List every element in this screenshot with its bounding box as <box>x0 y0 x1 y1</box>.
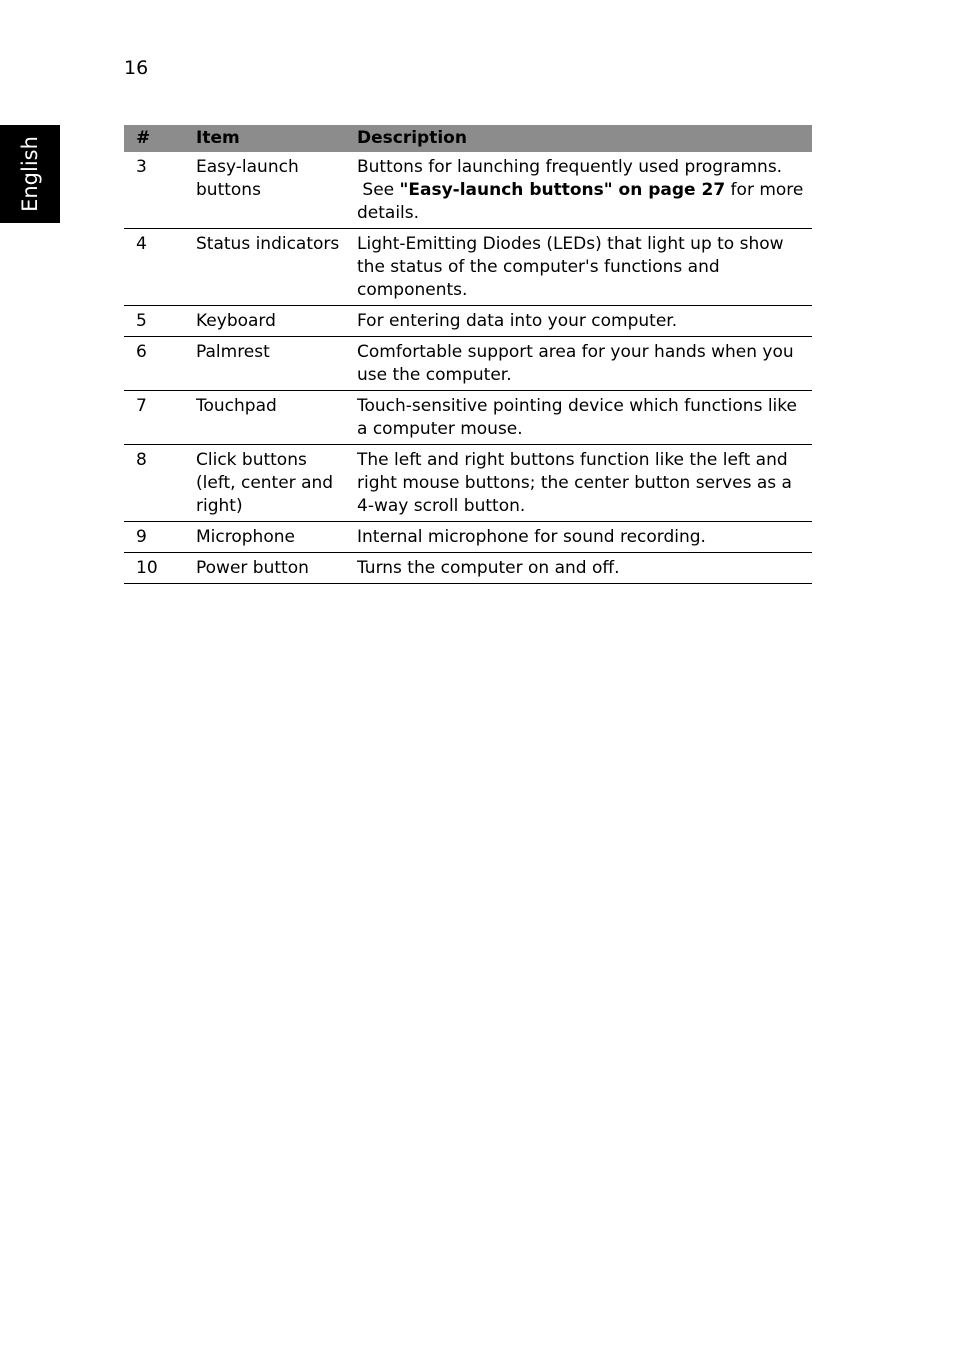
row-description: Light-Emitting Diodes (LEDs) that light up to show the status of the computer's functions and components. <box>346 229 812 306</box>
table-row <box>124 229 812 306</box>
row-description: Internal microphone for sound recording. <box>346 522 812 553</box>
table-row <box>124 306 812 337</box>
row-number: 5 <box>124 306 184 337</box>
row-item: Easy-launch buttons <box>184 152 346 229</box>
description-text: Buttons for launching frequently used programns. <box>357 157 783 177</box>
row-item: Palmrest <box>184 337 346 391</box>
row-number: 8 <box>124 445 184 522</box>
table-row <box>124 522 812 553</box>
table-row <box>124 391 812 445</box>
row-description: The left and right buttons function like the left and right mouse buttons; the center button serves as a 4-way scroll button. <box>346 445 812 522</box>
page-number: 16 <box>124 57 149 79</box>
table-row <box>124 445 812 522</box>
row-number: 3 <box>124 152 184 229</box>
table-row <box>124 337 812 391</box>
row-item: Status indicators <box>184 229 346 306</box>
table-row <box>124 152 812 229</box>
row-number: 6 <box>124 337 184 391</box>
row-item: Power button <box>184 553 346 584</box>
table-header-row <box>124 125 812 152</box>
row-description: Comfortable support area for your hands when you use the computer. <box>346 337 812 391</box>
row-description: Touch-sensitive pointing device which functions like a computer mouse. <box>346 391 812 445</box>
row-item: Touchpad <box>184 391 346 445</box>
row-number: 9 <box>124 522 184 553</box>
language-tab <box>0 125 60 223</box>
cross-reference-link[interactable]: "Easy-launch buttons" on page 27 <box>399 180 726 200</box>
description-see: See <box>357 180 400 200</box>
language-tab-label: English <box>18 136 42 212</box>
row-description: Turns the computer on and off. <box>346 553 812 584</box>
header-item: Item <box>184 125 346 152</box>
row-number: 10 <box>124 553 184 584</box>
row-number: 7 <box>124 391 184 445</box>
row-item: Keyboard <box>184 306 346 337</box>
row-description: For entering data into your computer. <box>346 306 812 337</box>
row-item: Click buttons (left, center and right) <box>184 445 346 522</box>
components-table <box>124 125 812 584</box>
description-text-after: for more details. <box>357 180 804 223</box>
row-item: Microphone <box>184 522 346 553</box>
table-row <box>124 553 812 584</box>
row-description <box>346 152 812 229</box>
header-number: # <box>124 125 184 152</box>
row-number: 4 <box>124 229 184 306</box>
header-description: Description <box>346 125 812 152</box>
